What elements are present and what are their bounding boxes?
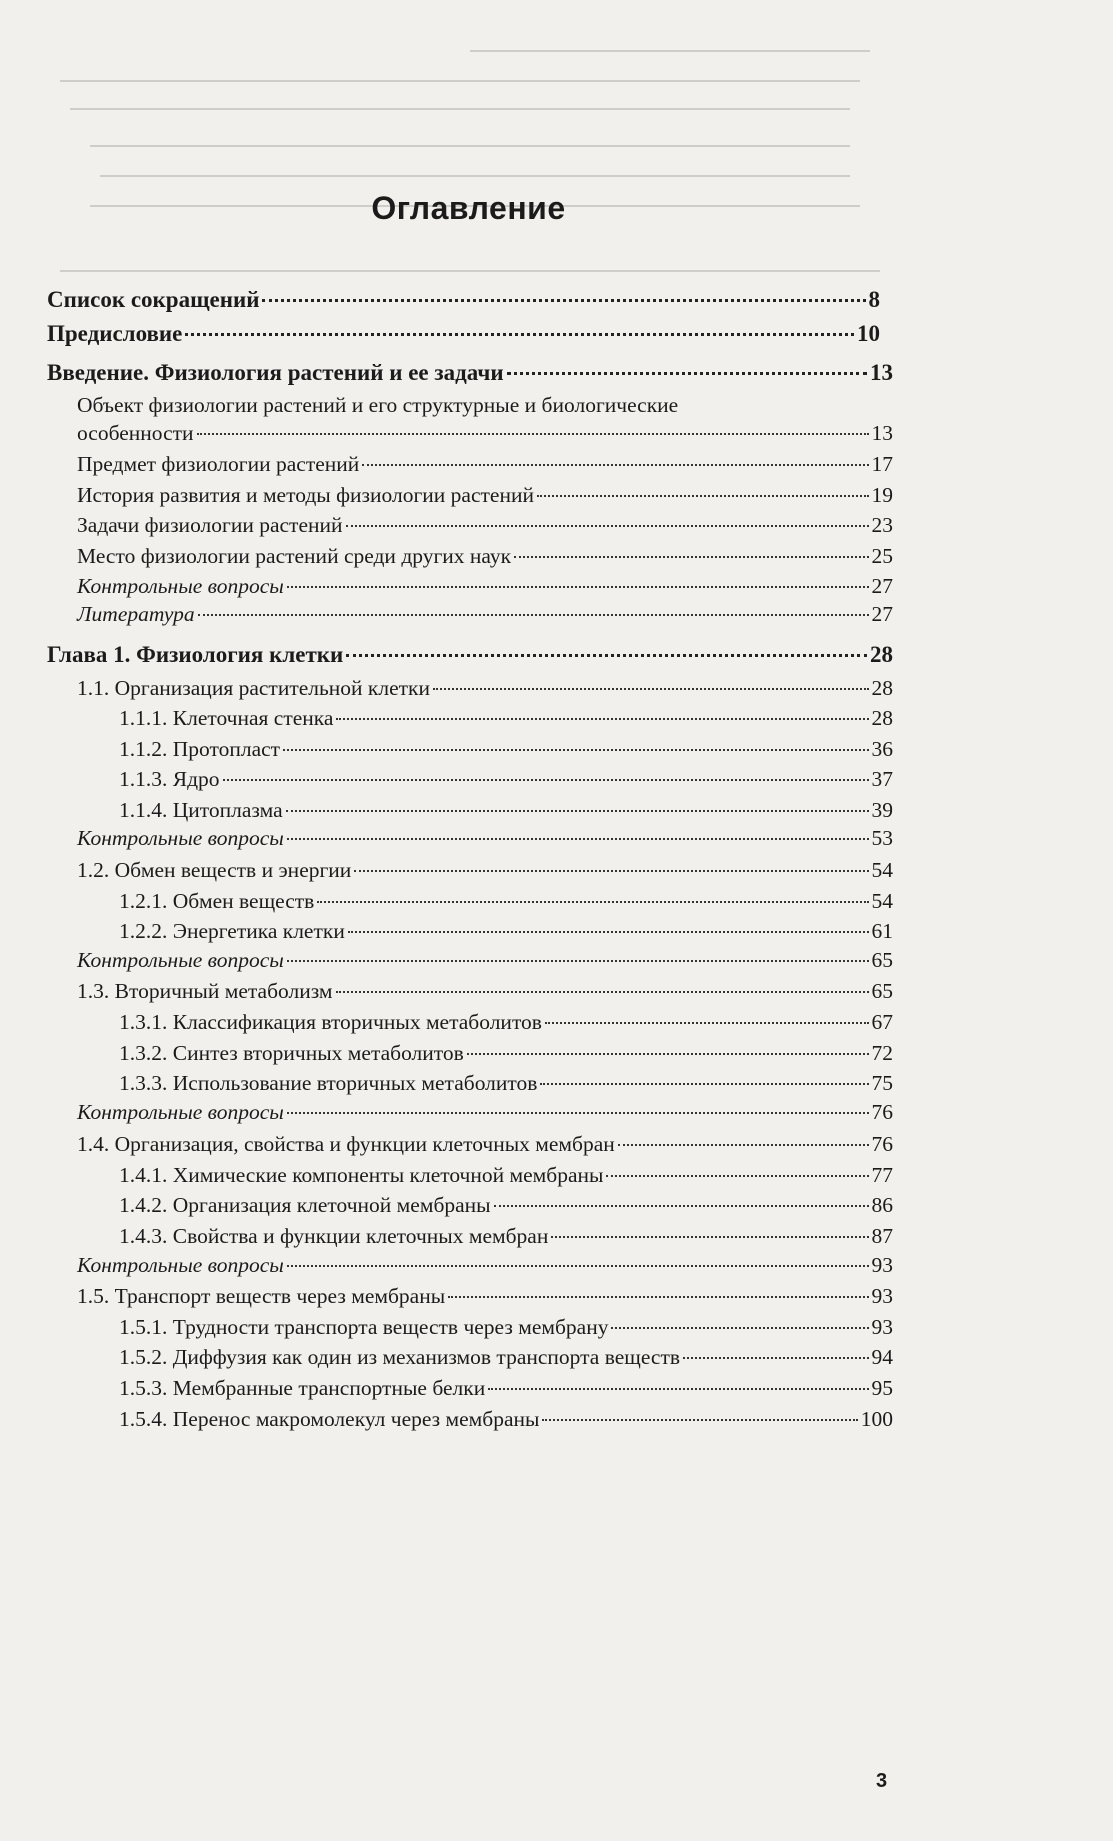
toc-entry[interactable]: Место физиологии растений среди других наук 25 [77,544,893,568]
toc-entry[interactable]: 1.2.1. Обмен веществ 54 [119,889,893,913]
toc-entry[interactable]: Предмет физиологии растений 17 [77,452,893,476]
toc-entry[interactable]: 1.5.3. Мембранные транспортные белки 95 [119,1376,893,1400]
toc-entry[interactable]: 1.1.3. Ядро 37 [119,767,893,791]
toc-entry[interactable]: 1.3. Вторичный метаболизм 65 [77,979,893,1003]
toc-entry[interactable]: 1.2.2. Энергетика клетки 61 [119,919,893,943]
toc-entry[interactable]: Список сокращений 8 [47,287,880,312]
toc-entry[interactable]: 1.3.3. Использование вторичных метаболитов 75 [119,1071,893,1095]
toc-entry[interactable]: 1.3.1. Классификация вторичных метаболитов 67 [119,1010,893,1034]
toc-entry[interactable]: 1.5. Транспорт веществ через мембраны 93 [77,1284,893,1308]
toc-entry-first-line[interactable]: Объект физиологии растений и его структурные и биологические [77,393,679,417]
toc-entry[interactable]: Литература 27 [77,602,893,626]
toc-entry[interactable]: 1.1.1. Клеточная стенка 28 [119,706,893,730]
page-number: 3 [876,1770,888,1792]
toc-entry[interactable]: Контрольные вопросы 93 [77,1253,893,1277]
toc-entry[interactable]: 1.4. Организация, свойства и функции клеточных мембран 76 [77,1132,893,1156]
toc-entry[interactable]: Контрольные вопросы 27 [77,574,893,598]
toc-entry[interactable]: История развития и методы физиологии растений 19 [77,483,893,507]
toc-entry[interactable]: Контрольные вопросы 65 [77,948,893,972]
toc-entry[interactable]: 1.1.4. Цитоплазма 39 [119,798,893,822]
toc-entry[interactable]: 1.4.1. Химические компоненты клеточной мембраны 77 [119,1163,893,1187]
toc-entry[interactable]: 1.2. Обмен веществ и энергии 54 [77,858,893,882]
toc-entry[interactable]: особенности 13 [77,421,893,445]
toc-entry[interactable]: Введение. Физиология растений и ее задачи 13 [47,360,893,385]
toc-entry[interactable]: 1.5.2. Диффузия как один из механизмов транспорта веществ 94 [119,1345,893,1369]
page-title: Оглавление [371,190,566,226]
toc-entry[interactable]: Глава 1. Физиология клетки 28 [47,642,893,667]
toc-entry[interactable]: 1.1. Организация растительной клетки 28 [77,676,893,700]
toc-entry[interactable]: Задачи физиологии растений 23 [77,513,893,537]
toc-entry[interactable]: Контрольные вопросы 53 [77,826,893,850]
toc-entry[interactable]: 1.1.2. Протопласт 36 [119,737,893,761]
toc-entry[interactable]: Предисловие 10 [47,321,880,346]
toc-entry[interactable]: 1.4.2. Организация клеточной мембраны 86 [119,1193,893,1217]
toc-entry[interactable]: 1.3.2. Синтез вторичных метаболитов 72 [119,1041,893,1065]
toc-entry[interactable]: 1.5.4. Перенос макромолекул через мембраны 100 [119,1407,893,1431]
bleed-through-text [0,0,937,300]
toc-entry[interactable]: Контрольные вопросы 76 [77,1100,893,1124]
toc-entry[interactable]: 1.5.1. Трудности транспорта веществ через мембрану 93 [119,1315,893,1339]
toc-entry[interactable]: 1.4.3. Свойства и функции клеточных мембран 87 [119,1224,893,1248]
